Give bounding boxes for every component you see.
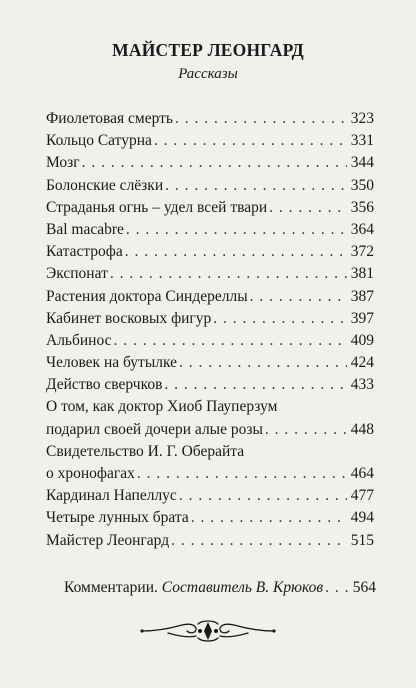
toc-entry-title-line2: подарил своей дочери алые розы — [46, 420, 263, 438]
toc-entry-page: 494 — [350, 509, 374, 527]
leader-dots — [110, 263, 347, 285]
toc-entry-page: 464 — [350, 465, 374, 482]
toc-entry[interactable] — [46, 530, 374, 552]
toc-entry-page: 397 — [350, 309, 374, 327]
toc-entry-title: Человек на бутылке — [46, 354, 177, 372]
toc-entry[interactable] — [46, 197, 374, 219]
toc-entry-page: 323 — [350, 110, 374, 127]
leader-dots — [171, 530, 347, 552]
toc-entry[interactable] — [46, 286, 374, 308]
toc-entry[interactable] — [46, 241, 374, 263]
toc-entry[interactable] — [46, 175, 374, 197]
toc-entry[interactable] — [46, 507, 374, 529]
toc-entry-title: Четыре лунных брата — [46, 509, 189, 527]
toc-entry-page: 364 — [350, 220, 374, 238]
toc-entry-title: Растения доктора Синдереллы — [46, 287, 248, 305]
toc-entry-page: 448 — [350, 420, 374, 438]
leader-dots — [164, 374, 346, 396]
leader-dots — [179, 485, 347, 507]
toc-entry[interactable] — [46, 219, 374, 241]
toc-entry-page: 477 — [350, 487, 374, 505]
toc-entry-title: Мозг — [46, 154, 80, 172]
toc-entry-title: Кардинал Напеллус — [46, 487, 177, 505]
toc-entry-page: 344 — [350, 154, 374, 172]
toc-entry-title: Фиолетовая смерть — [46, 110, 173, 127]
toc-entry-page: 515 — [350, 531, 374, 549]
toc-entry-page: 424 — [350, 354, 374, 372]
leader-dots — [325, 576, 349, 600]
toc-entry[interactable] — [46, 485, 374, 507]
toc-entry-page: 350 — [350, 176, 374, 194]
toc-entry-title: Страданья огнь – удел всей твари — [46, 198, 268, 216]
leader-dots — [213, 308, 346, 330]
leader-dots — [265, 419, 347, 441]
leader-dots — [137, 463, 347, 485]
commentary-page: 564 — [352, 579, 376, 596]
toc-entry[interactable] — [46, 330, 374, 352]
leader-dots — [179, 352, 347, 374]
toc-entry[interactable] — [46, 396, 374, 440]
toc-entry-title: Кольцо Сатурна — [46, 132, 152, 150]
leader-dots — [165, 175, 347, 197]
toc-entry-page: 433 — [350, 376, 374, 394]
leader-dots — [154, 130, 347, 152]
leader-dots — [175, 108, 347, 130]
commentary-compiler: Составитель В. Крюков — [161, 579, 324, 596]
toc-entry-title-line1: О том, как доктор Хиоб Пауперзум — [46, 398, 278, 416]
toc-entry-title: Альбинос — [46, 331, 112, 349]
show-through-text — [150, 2, 416, 18]
commentary-label: Комментарии. — [64, 579, 158, 596]
toc-entry-title: Экспонат — [46, 265, 108, 283]
toc-entry-page: 356 — [350, 198, 374, 216]
toc-entry[interactable] — [46, 374, 374, 396]
page-title: МАЙСТЕР ЛЕОНГАРД — [112, 40, 304, 60]
toc-entry-title: Болонские слёзки — [46, 176, 164, 194]
toc-entry-page: 387 — [350, 287, 374, 305]
toc-entry[interactable] — [46, 441, 374, 485]
leader-dots — [269, 197, 347, 219]
toc-entry-title-line2: о хронофагах — [46, 465, 135, 482]
table-of-contents — [46, 108, 374, 552]
leader-dots — [191, 507, 347, 529]
toc-entry-title: Кабинет восковых фигур — [46, 309, 212, 327]
toc-entry-title: Катастрофа — [46, 243, 123, 261]
commentary-entry[interactable] — [64, 576, 376, 600]
leader-dots — [126, 219, 347, 241]
leader-dots — [82, 152, 347, 174]
toc-entry[interactable] — [46, 108, 374, 130]
toc-entry-title: Bal macabre — [46, 220, 124, 238]
leader-dots — [114, 330, 347, 352]
ornament-divider-icon — [138, 616, 278, 646]
toc-entry-page: 381 — [350, 265, 374, 283]
toc-entry[interactable] — [46, 352, 374, 374]
leader-dots — [125, 241, 347, 263]
toc-entry[interactable] — [46, 130, 374, 152]
toc-entry-title-line1: Свидетельство И. Г. Оберайта — [46, 442, 245, 460]
page-subtitle: Рассказы — [178, 66, 238, 82]
toc-entry[interactable] — [46, 308, 374, 330]
leader-dots — [250, 286, 347, 308]
toc-entry-title: Действо сверчков — [46, 376, 163, 394]
toc-entry[interactable] — [46, 152, 374, 174]
toc-entry-page: 331 — [350, 132, 374, 150]
toc-entry-page: 372 — [350, 243, 374, 261]
toc-entry[interactable] — [46, 263, 374, 285]
toc-entry-page: 409 — [350, 331, 374, 349]
toc-entry-title: Майстер Леонгард — [46, 531, 170, 549]
